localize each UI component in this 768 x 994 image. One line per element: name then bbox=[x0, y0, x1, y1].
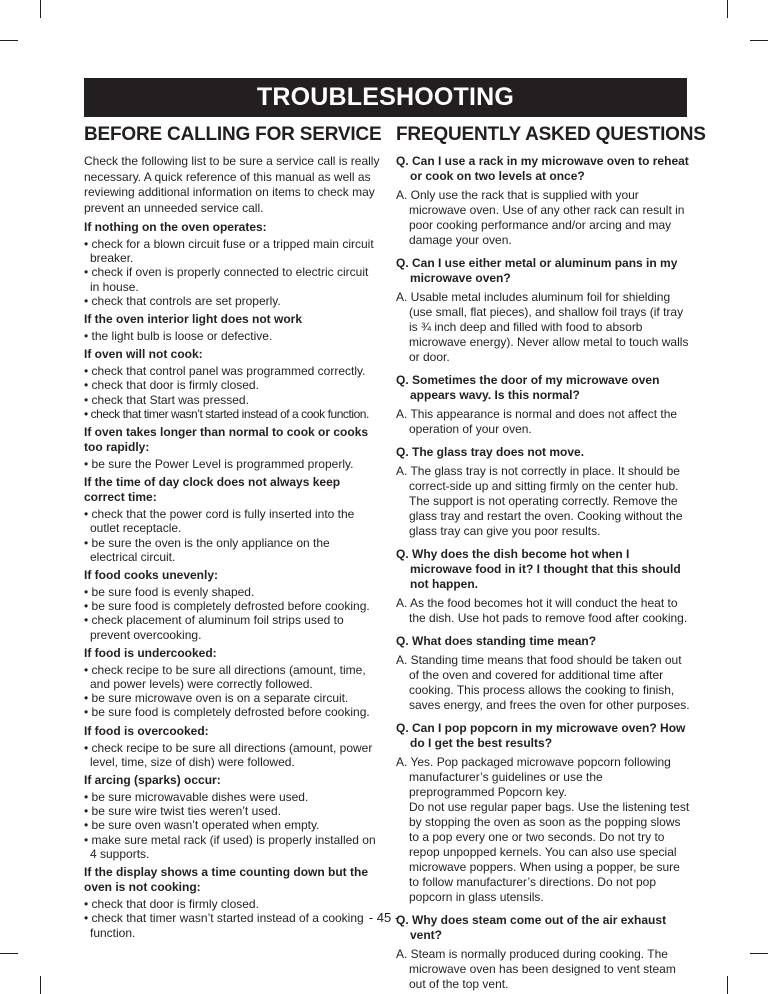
faq-item bbox=[396, 721, 690, 905]
check-item: • check that the power cord is fully inserted into the outlet receptacle. bbox=[84, 507, 355, 536]
page-title: TROUBLESHOOTING bbox=[84, 78, 687, 117]
cause-title: If oven takes longer than normal to cook or cooks too rapidly: bbox=[84, 425, 369, 455]
cause-title: If the display shows a time counting down but the oven is not cooking: bbox=[84, 865, 369, 895]
faq-answer: A. Usable metal includes aluminum foil for shielding (use small, flat pieces), and shallow foil trays (if tray is ¾ inch deep and filled with food to absorb microwave energy). Never allow metal to touch walls or door. bbox=[396, 290, 689, 364]
cause-title: If food is undercooked: bbox=[84, 645, 217, 660]
faq-answer: A. Only use the rack that is supplied with your microwave oven. Use of any other rack can result in poor cooking performance and/or arcing and may damage your oven. bbox=[396, 188, 685, 247]
cause-clock bbox=[84, 475, 380, 564]
crop-mark bbox=[40, 0, 41, 18]
check-item: • check that control panel was programmed correctly. bbox=[84, 364, 366, 379]
crop-mark bbox=[40, 976, 41, 994]
cause-title: If the oven interior light does not work bbox=[84, 312, 303, 327]
check-item: • be sure microwavable dishes were used. bbox=[84, 790, 309, 805]
faq-question: Q. The glass tray does not move. bbox=[396, 445, 585, 459]
check-item: • check recipe to be sure all directions (amount, time, and power levels) were correctly followed. bbox=[84, 662, 366, 692]
cause-overcooked bbox=[84, 724, 380, 769]
cause-cook-time bbox=[84, 425, 380, 471]
check-item: • make sure metal rack (if used) is properly installed on 4 supports. bbox=[84, 832, 376, 861]
faq-question: Q. What does standing time mean? bbox=[396, 634, 597, 648]
cause-uneven bbox=[84, 568, 380, 642]
cause-title: If nothing on the oven operates: bbox=[84, 220, 267, 234]
faq-question: Q. Sometimes the door of my microwave oven appears wavy. Is this normal? bbox=[396, 373, 660, 402]
check-item: • be sure food is evenly shaped. bbox=[84, 585, 255, 600]
check-item: • check that timer wasn’t started instead of a cooking function. bbox=[84, 911, 364, 940]
cause-light-not-working bbox=[84, 312, 380, 343]
cause-title: If the time of day clock does not always keep correct time: bbox=[84, 475, 341, 505]
check-item: • check if oven is properly connected to electric circuit in house. bbox=[84, 265, 369, 294]
check-item: • check that door is firmly closed. bbox=[84, 897, 259, 912]
faq-question: Q. Can I pop popcorn in my microwave oven? How do I get the best results? bbox=[396, 721, 686, 750]
cause-title: If food is overcooked: bbox=[84, 723, 209, 738]
faq-item bbox=[396, 634, 690, 713]
faq-question: Q. Can I use either metal or aluminum pans in my microwave oven? bbox=[396, 256, 678, 285]
crop-mark bbox=[0, 953, 18, 954]
crop-mark bbox=[750, 40, 768, 41]
check-item: • the light bulb is loose or defective. bbox=[84, 329, 273, 344]
crop-mark bbox=[0, 40, 18, 41]
cause-display-counting bbox=[84, 865, 380, 940]
check-item: • check placement of aluminum foil strips used to prevent overcooking. bbox=[84, 613, 344, 642]
cause-title: If oven will not cook: bbox=[84, 347, 203, 362]
service-checklist-column bbox=[84, 124, 380, 940]
check-item: • be sure the oven is the only appliance on the electrical circuit. bbox=[84, 535, 330, 564]
faq-question: Q. Why does steam come out of the air exhaust vent? bbox=[396, 913, 667, 942]
faq-question: Q. Why does the dish become hot when I microwave food in it? I thought that this should not happen. bbox=[396, 547, 681, 591]
intro-text: Check the following list to be sure a service call is really necessary. A quick reference of this manual as well as reviewing additional information on items to check may prevent an unneeded service call. bbox=[84, 154, 380, 215]
check-item: • be sure oven wasn’t operated when empty. bbox=[84, 818, 320, 833]
faq-item bbox=[396, 547, 690, 626]
check-item: • be sure microwave oven is on a separate circuit. bbox=[84, 691, 349, 706]
crop-mark bbox=[750, 953, 768, 954]
faq-answer: A. Standing time means that food should be taken out of the oven and covered for additional time after cooking. This process allows the cooking to finish, saves energy, and frees the oven for other purposes. bbox=[396, 653, 690, 712]
cause-nothing-operates bbox=[84, 220, 380, 308]
page-number: - 45 - bbox=[368, 910, 400, 925]
check-item: • be sure food is completely defrosted before cooking. bbox=[84, 705, 370, 720]
faq-answer-continued: Do not use regular paper bags. Use the listening test by stopping the oven as soon as the popping slows to a pop every one or two seconds. Do not try to repop unpopped kernels. You can also use special microwave poppers. When using a popper, be sure to follow manufacturer’s directions. Do not pop popcorn in glass utensils. bbox=[409, 800, 690, 904]
crop-mark bbox=[727, 0, 728, 18]
check-item: • check that timer wasn’t started instead of a cook function. bbox=[84, 406, 369, 421]
faq-answer: A. Yes. Pop packaged microwave popcorn following manufacturer’s guidelines or use the preprogrammed Popcorn key. bbox=[396, 755, 671, 799]
faq-item bbox=[396, 445, 690, 539]
faq-item bbox=[396, 373, 690, 437]
check-item: • check that Start was pressed. bbox=[84, 392, 249, 407]
check-item: • check recipe to be sure all directions (amount, power level, time, size of dish) were followed. bbox=[84, 740, 373, 769]
cause-arcing bbox=[84, 773, 380, 861]
check-item: • check that controls are set properly. bbox=[84, 293, 281, 308]
cause-title: If arcing (sparks) occur: bbox=[84, 773, 221, 788]
faq-answer: A. Steam is normally produced during cooking. The microwave oven has been designed to vent steam out of the top vent. bbox=[396, 947, 676, 991]
check-item: • be sure wire twist ties weren’t used. bbox=[84, 804, 281, 819]
faq-item bbox=[396, 256, 690, 365]
section-heading: FREQUENTLY ASKED QUESTIONS bbox=[396, 124, 706, 145]
check-item: • be sure food is completely defrosted before cooking. bbox=[84, 599, 370, 614]
check-item: • check for a blown circuit fuse or a tripped main circuit breaker. bbox=[84, 237, 374, 266]
faq-column bbox=[396, 124, 706, 994]
faq-answer: A. As the food becomes hot it will conduct the heat to the dish. Use hot pads to remove food after cooking. bbox=[396, 596, 688, 625]
faq-answer: A. This appearance is normal and does not affect the operation of your oven. bbox=[396, 407, 678, 436]
cause-title: If food cooks unevenly: bbox=[84, 568, 219, 583]
check-item: • check that door is firmly closed. bbox=[84, 378, 259, 393]
cause-will-not-cook bbox=[84, 347, 380, 421]
check-item: • be sure the Power Level is programmed properly. bbox=[84, 457, 354, 472]
crop-mark bbox=[727, 976, 728, 994]
faq-question: Q. Can I use a rack in my microwave oven to reheat or cook on two levels at once? bbox=[396, 154, 689, 183]
faq-answer: A. The glass tray is not correctly in place. It should be correct-side up and sitting firmly on the center hub. The support is not operating correctly. Remove the glass tray and restart the oven. Cooking without the glass tray can give you poor results. bbox=[396, 464, 683, 538]
faq-item bbox=[396, 154, 690, 248]
section-heading: BEFORE CALLING FOR SERVICE bbox=[84, 124, 382, 145]
cause-undercooked bbox=[84, 646, 380, 720]
